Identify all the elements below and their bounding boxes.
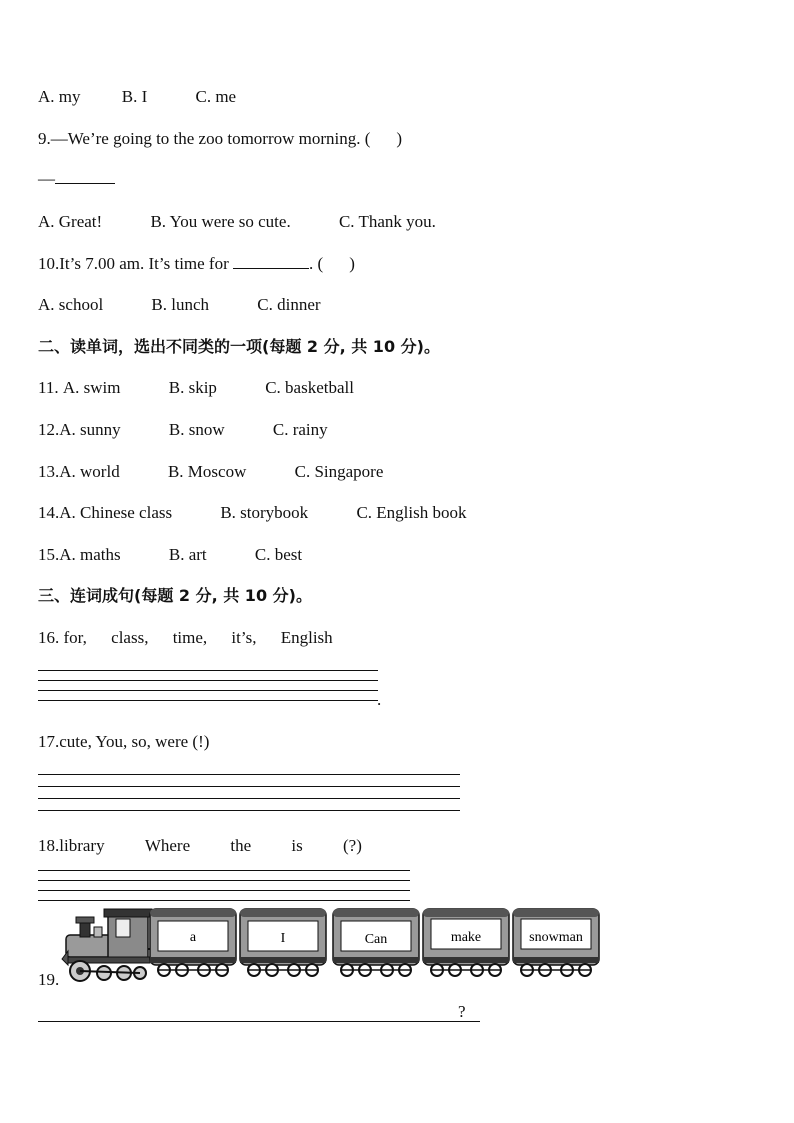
q17-line-1 — [38, 774, 460, 775]
q9-prompt-text: 9.—We’re going to the zoo tomorrow morning. ( — [38, 129, 371, 148]
q16-number: 16 — [38, 628, 55, 647]
q18-line-2 — [38, 880, 410, 881]
q8-option-c: C. me — [195, 87, 237, 106]
q8-option-b: B. I — [121, 87, 148, 106]
q14-row — [38, 503, 466, 523]
q9-option-b: B. You were so cute. — [150, 212, 291, 231]
q14-option-b: B. storybook — [220, 503, 309, 522]
q8-option-a: A. my — [38, 87, 81, 106]
q10-blank[interactable] — [233, 254, 309, 269]
q11-row — [38, 378, 354, 398]
train-word-4: make — [450, 930, 482, 945]
q18-number: 18. — [38, 836, 60, 855]
q12-sep: . — [55, 420, 60, 439]
q18-word-3: the — [230, 836, 252, 855]
train-word-1: a — [189, 930, 197, 945]
q13-option-b: B. Moscow — [167, 462, 247, 481]
q16-word-2: class, — [111, 628, 149, 647]
q14-option-c: C. English book — [356, 503, 467, 522]
q12-option-b: B. snow — [168, 420, 225, 439]
q9-option-a: A. Great! — [38, 212, 103, 231]
q18-line-1 — [38, 870, 410, 871]
q16-line-3 — [38, 690, 378, 691]
q16-end-mark: . — [377, 690, 382, 709]
q17-prompt: 17.cute, You, so, were (!) — [38, 732, 210, 751]
q18-prompt — [38, 836, 362, 856]
q13-option-a: A. world — [59, 462, 120, 481]
q10-prompt-before: 10.It’s 7.00 am. It’s time for — [38, 254, 229, 273]
q17-line-2 — [38, 786, 460, 787]
q16-line-1 — [38, 670, 378, 671]
q8-options — [38, 87, 236, 107]
q16-word-4: it’s, — [231, 628, 257, 647]
q10-option-c: C. dinner — [257, 295, 321, 314]
q10-prompt — [38, 254, 355, 274]
q12-option-c: C. rainy — [272, 420, 328, 439]
q11-option-c: C. basketball — [265, 378, 354, 397]
q19-writing-line[interactable] — [38, 1021, 480, 1022]
q9-reply — [38, 169, 115, 189]
q12-option-a: A. sunny — [59, 420, 121, 439]
q9-option-c: C. Thank you. — [338, 212, 436, 231]
q18-word-1: library — [59, 836, 105, 855]
q9-paren-close: ) — [396, 129, 403, 148]
q10-option-a: A. school — [38, 295, 104, 314]
q14-number: 14 — [38, 503, 55, 522]
q16-prompt: 16. for, class, time, it’s, English — [38, 628, 333, 647]
q18-word-2: Where — [144, 836, 191, 855]
q10-options — [38, 295, 321, 315]
q16-line-2 — [38, 680, 378, 681]
q9-prompt — [38, 129, 402, 149]
train-illustration — [60, 905, 605, 985]
locomotive-icon — [62, 909, 152, 981]
q17-line-4 — [38, 810, 460, 811]
q13-row — [38, 462, 383, 482]
q12-row — [38, 420, 328, 440]
q15-option-b: B. art — [168, 545, 207, 564]
q19-number: 19. — [38, 970, 60, 989]
section-3-heading: 三、连词成句(每题 2 分, 共 10 分)。 — [38, 586, 312, 605]
q16-line-4 — [38, 700, 378, 701]
q15-sep: . — [55, 545, 60, 564]
q13-number: 13 — [38, 462, 55, 481]
q15-option-c: C. best — [254, 545, 303, 564]
q11-option-a: A. swim — [62, 378, 121, 397]
q15-option-a: A. maths — [59, 545, 121, 564]
q18-word-5: (?) — [343, 836, 362, 855]
q16-word-1: for, — [63, 628, 87, 647]
q14-option-a: A. Chinese class — [59, 503, 173, 522]
q13-sep: . — [55, 462, 60, 481]
q15-number: 15 — [38, 545, 55, 564]
q11-number: 11 — [38, 378, 55, 397]
q9-reply-blank[interactable] — [55, 169, 115, 184]
q14-sep: . — [55, 503, 60, 522]
section-2-heading: 二、读单词，选出不同类的一项(每题 2 分, 共 10 分)。 — [38, 337, 440, 356]
q9-reply-dash: — — [38, 169, 55, 188]
q11-option-b: B. skip — [168, 378, 217, 397]
q9-options — [38, 212, 436, 232]
q10-paren-close: ) — [349, 254, 355, 273]
q18-line-4 — [38, 900, 410, 901]
q16-word-3: time, — [172, 628, 208, 647]
q10-prompt-after: . ( — [309, 254, 324, 273]
q11-sep: . — [54, 378, 63, 397]
q17-line-3 — [38, 798, 460, 799]
q15-row — [38, 545, 302, 565]
train-word-3: Can — [364, 932, 388, 947]
q19-end-mark: ? — [458, 1002, 466, 1021]
q10-option-b: B. lunch — [151, 295, 210, 314]
train-word-2: I — [280, 931, 286, 946]
q13-option-c: C. Singapore — [294, 462, 384, 481]
q12-number: 12 — [38, 420, 55, 439]
q18-word-4: is — [291, 836, 303, 855]
q18-line-3 — [38, 890, 410, 891]
q16-word-5: English — [280, 628, 333, 647]
train-word-5: snowman — [529, 930, 583, 945]
